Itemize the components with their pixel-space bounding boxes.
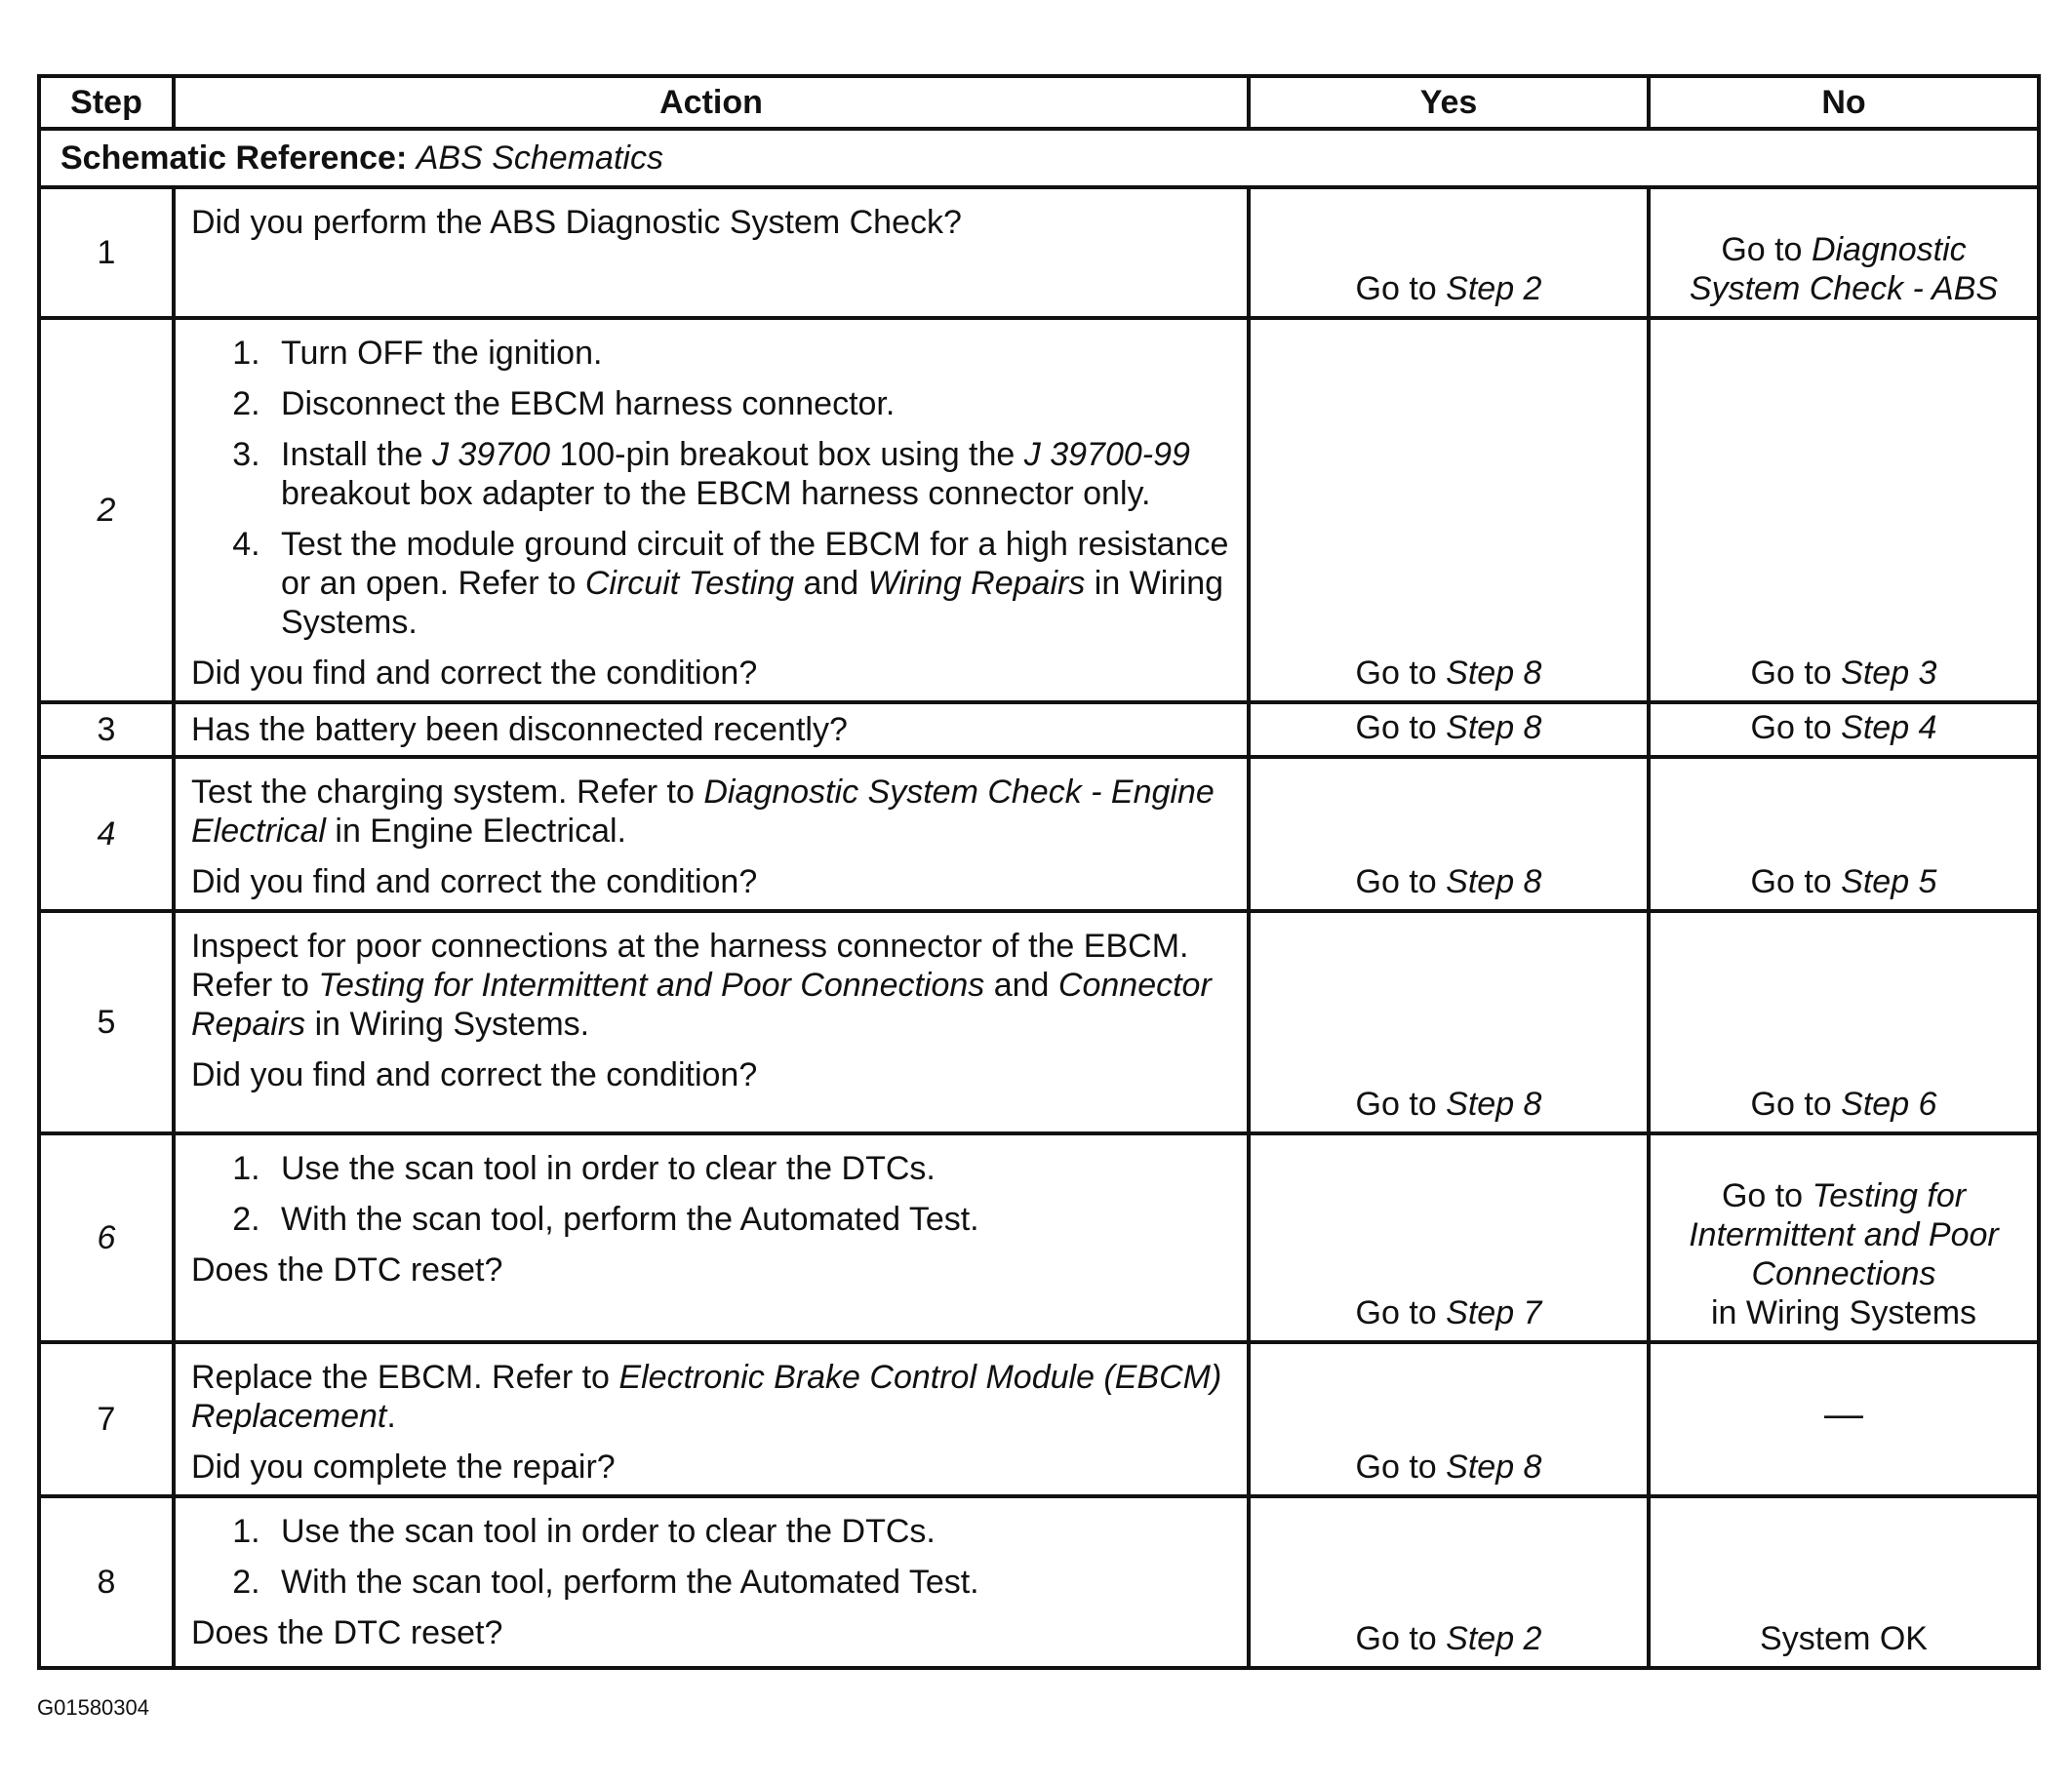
question: Did you find and correct the condition? xyxy=(191,863,758,900)
list-item: 2. With the scan tool, perform the Automated Test. xyxy=(269,1563,1231,1602)
step-number: 8 xyxy=(39,1496,174,1668)
step-number: 4 xyxy=(39,757,174,911)
yes-link[interactable]: Step 8 xyxy=(1446,709,1542,746)
tool-link[interactable]: J 39700-99 xyxy=(1023,436,1190,473)
step-number: 7 xyxy=(39,1342,174,1496)
table-row xyxy=(39,1133,2039,1342)
no-cell: Go to Step 6 xyxy=(1649,911,2039,1133)
action-cell xyxy=(174,757,1249,911)
yes-link[interactable]: Step 8 xyxy=(1446,655,1542,692)
instruction-list xyxy=(191,1512,1231,1602)
no-result: System OK xyxy=(1760,1620,1928,1657)
no-cell xyxy=(1649,1496,2039,1668)
step-number: 1 xyxy=(39,187,174,318)
question: Has the battery been disconnected recently? xyxy=(191,711,848,748)
list-item: 1. Turn OFF the ignition. xyxy=(269,334,1231,373)
question: Did you find and correct the condition? xyxy=(191,1056,758,1093)
yes-cell: Go to Step 2 xyxy=(1249,1496,1649,1668)
table-row xyxy=(39,702,2039,757)
step-number: 5 xyxy=(39,911,174,1133)
no-cell: Go to Step 3 xyxy=(1649,318,2039,702)
no-link[interactable]: System Check - ABS xyxy=(1689,270,1999,307)
question: Did you find and correct the condition? xyxy=(191,655,758,692)
header-action: Action xyxy=(174,76,1249,129)
figure-id: G01580304 xyxy=(37,1695,149,1720)
yes-link[interactable]: Step 2 xyxy=(1446,270,1542,307)
table-row xyxy=(39,318,2039,702)
list-item: 2. With the scan tool, perform the Automated Test. xyxy=(269,1200,1231,1239)
no-dash: — xyxy=(1824,1393,1863,1436)
no-cell: Go to Testing for Intermittent and Poor Connections in Wiring Systems xyxy=(1649,1133,2039,1342)
yes-link[interactable]: Step 8 xyxy=(1446,1086,1542,1123)
header-step: Step xyxy=(39,76,174,129)
list-item: 4. Test the module ground circuit of the EBCM for a high resistance or an open. Refer to Circuit Testing and Wiring Repairs in Wiring Systems. xyxy=(269,525,1231,642)
list-item: 1. Use the scan tool in order to clear the DTCs. xyxy=(269,1149,1231,1188)
no-link[interactable]: Step 6 xyxy=(1841,1086,1937,1123)
step-number: 3 xyxy=(39,702,174,757)
no-link[interactable]: Step 5 xyxy=(1841,863,1937,900)
yes-link[interactable]: Step 2 xyxy=(1446,1620,1542,1657)
header-row xyxy=(39,76,2039,129)
question: Does the DTC reset? xyxy=(191,1251,503,1289)
reference-link[interactable]: Testing for Intermittent and Poor Connections xyxy=(318,967,985,1004)
header-no: No xyxy=(1649,76,2039,129)
no-cell: Go to Step 5 xyxy=(1649,757,2039,911)
action-cell xyxy=(174,702,1249,757)
yes-cell: Go to Step 8 xyxy=(1249,911,1649,1133)
table-row xyxy=(39,757,2039,911)
list-item: 1. Use the scan tool in order to clear the DTCs. xyxy=(269,1512,1231,1551)
step-number: 6 xyxy=(39,1133,174,1342)
no-link[interactable]: Intermittent and Poor xyxy=(1689,1216,1999,1253)
no-cell: Go to Diagnostic System Check - ABS xyxy=(1649,187,2039,318)
table-row xyxy=(39,1342,2039,1496)
question: Does the DTC reset? xyxy=(191,1614,503,1651)
action-cell xyxy=(174,1496,1249,1668)
yes-cell: Go to Step 8 xyxy=(1249,318,1649,702)
yes-cell: Go to Step 8 xyxy=(1249,1342,1649,1496)
reference-link[interactable]: Connector Repairs xyxy=(191,967,1212,1043)
diagnostic-table xyxy=(37,74,2041,1670)
instruction-text: Replace the EBCM. Refer to Electronic Brake Control Module (EBCM) Replacement. xyxy=(191,1359,1222,1435)
step-number: 2 xyxy=(39,318,174,702)
instruction-text: Inspect for poor connections at the harness connector of the EBCM. Refer to Testing for Intermittent and Poor Connections and Connector Repairs in Wiring Systems. xyxy=(191,928,1212,1043)
reference-link[interactable]: Electronic Brake Control Module (EBCM) Replacement xyxy=(191,1359,1222,1435)
no-link[interactable]: Connections xyxy=(1751,1255,1936,1292)
action-cell xyxy=(174,1133,1249,1342)
no-cell: Go to Step 4 xyxy=(1649,702,2039,757)
yes-cell: Go to Step 7 xyxy=(1249,1133,1649,1342)
yes-cell: Go to Step 8 xyxy=(1249,757,1649,911)
no-link[interactable]: Testing for xyxy=(1812,1177,1967,1214)
yes-link[interactable]: Step 7 xyxy=(1446,1294,1542,1331)
yes-cell: Go to Step 8 xyxy=(1249,702,1649,757)
no-link[interactable]: Step 3 xyxy=(1841,655,1937,692)
tool-link[interactable]: J 39700 xyxy=(431,436,550,473)
list-item: 2. Disconnect the EBCM harness connector. xyxy=(269,384,1231,423)
action-cell xyxy=(174,187,1249,318)
instruction-list xyxy=(191,1149,1231,1239)
action-cell xyxy=(174,318,1249,702)
no-link[interactable]: Step 4 xyxy=(1841,709,1937,746)
action-cell xyxy=(174,911,1249,1133)
reference-link[interactable]: Wiring Repairs xyxy=(867,565,1086,602)
table-row xyxy=(39,1496,2039,1668)
reference-link[interactable]: Diagnostic System Check - Engine Electrical xyxy=(191,774,1215,850)
schematic-reference xyxy=(39,129,2039,187)
table-row xyxy=(39,911,2039,1133)
schematic-label: Schematic Reference: xyxy=(60,139,408,177)
no-cell xyxy=(1649,1342,2039,1496)
reference-link[interactable]: Circuit Testing xyxy=(584,565,795,602)
instruction-text: Test the charging system. Refer to Diagnostic System Check - Engine Electrical in Engine Electrical. xyxy=(191,774,1215,850)
schematic-link[interactable]: ABS Schematics xyxy=(416,139,663,177)
yes-cell: Go to Step 2 xyxy=(1249,187,1649,318)
question: Did you perform the ABS Diagnostic System Check? xyxy=(191,204,962,241)
yes-link[interactable]: Step 8 xyxy=(1446,1449,1542,1486)
list-item: 3. Install the J 39700 100-pin breakout box using the J 39700-99 breakout box adapter to the EBCM harness connector only. xyxy=(269,435,1231,513)
instruction-list xyxy=(191,334,1231,642)
header-yes: Yes xyxy=(1249,76,1649,129)
schematic-row xyxy=(39,129,2039,187)
action-cell xyxy=(174,1342,1249,1496)
question: Did you complete the repair? xyxy=(191,1449,616,1486)
table-row xyxy=(39,187,2039,318)
yes-link[interactable]: Step 8 xyxy=(1446,863,1542,900)
no-link[interactable]: Diagnostic xyxy=(1811,231,1967,268)
